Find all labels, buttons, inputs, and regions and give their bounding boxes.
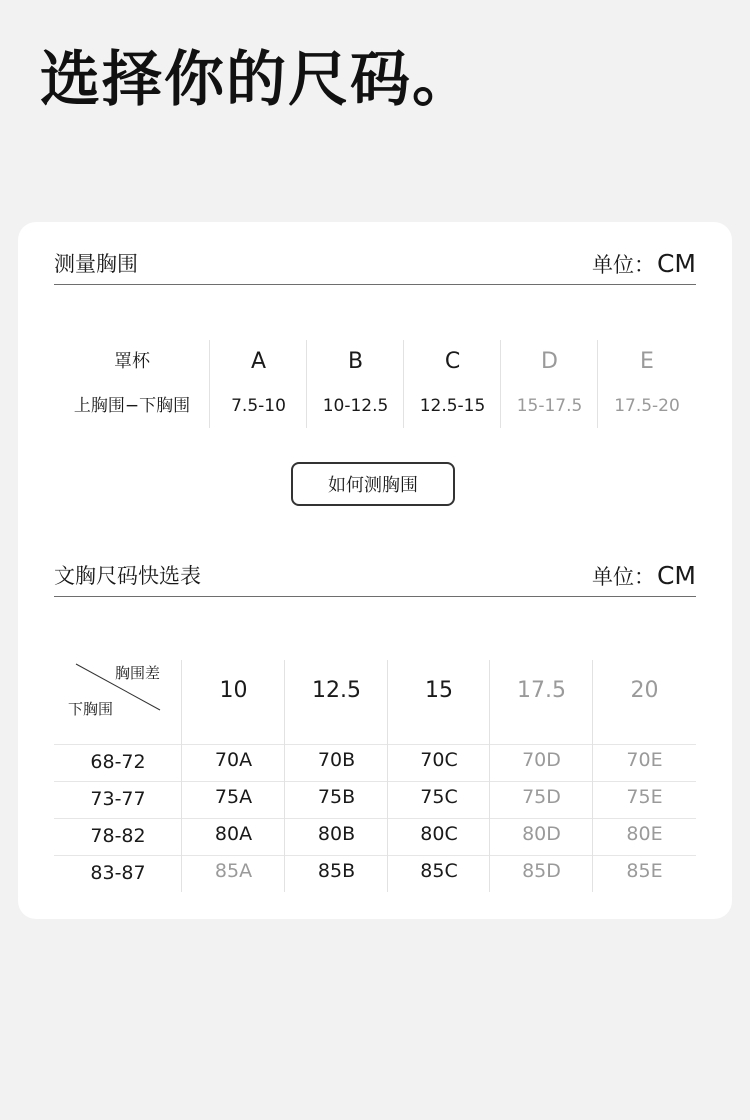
size-cell: 80A <box>214 823 253 845</box>
column-header: 12.5 <box>312 678 361 703</box>
divider <box>209 340 210 428</box>
how-to-measure-button[interactable]: 如何测胸围 <box>291 462 455 506</box>
size-cell: 80B <box>317 823 356 845</box>
divider <box>500 340 501 428</box>
column-header: 20 <box>630 678 659 703</box>
range-row <box>54 384 696 428</box>
size-card <box>18 222 732 919</box>
column-divider <box>592 660 593 892</box>
size-cell: 80D <box>522 823 561 845</box>
size-cell: 70A <box>214 749 253 771</box>
size-cell: 85E <box>626 860 663 882</box>
column-divider <box>284 660 285 892</box>
size-unit-label: 单位： <box>591 565 655 589</box>
size-cell: 70B <box>317 749 356 771</box>
range-d: 15-17.5 <box>516 396 583 416</box>
size-unit <box>592 556 696 597</box>
column-header: 17.5 <box>517 678 566 703</box>
range-a: 7.5-10 <box>231 396 286 416</box>
range-c: 12.5-15 <box>419 396 486 416</box>
size-cell: 70C <box>420 749 458 771</box>
size-section-header <box>54 556 696 597</box>
cup-a: A <box>250 349 267 374</box>
measure-section-title: 测量胸围 <box>54 252 138 276</box>
underbust-cell: 73-77 <box>90 788 146 810</box>
measure-section-header <box>54 244 696 285</box>
size-unit-value: CM <box>656 561 696 590</box>
range-b: 10-12.5 <box>322 396 389 416</box>
cup-row-label: 罩杯 <box>114 351 150 372</box>
cup-table <box>54 340 696 428</box>
range-row-label: 上胸围−下胸围 <box>73 396 191 416</box>
underbust-cell: 83-87 <box>90 862 146 884</box>
measure-unit-label: 单位： <box>591 253 655 277</box>
size-cell: 75C <box>420 786 458 808</box>
column-divider <box>489 660 490 892</box>
column-divider <box>387 660 388 892</box>
cup-d: D <box>541 349 558 374</box>
size-cell: 80C <box>420 823 458 845</box>
underbust-cell: 78-82 <box>90 825 146 847</box>
cup-b: B <box>347 349 364 374</box>
size-cell: 80E <box>626 823 663 845</box>
divider <box>306 340 307 428</box>
page-title: 选择你的尺码。 <box>40 45 474 115</box>
size-cell: 75D <box>522 786 561 808</box>
corner-bottom-label: 下胸围 <box>68 700 114 718</box>
underbust-cell: 68-72 <box>90 751 146 773</box>
size-cell: 85D <box>522 860 561 882</box>
size-grid <box>54 660 696 892</box>
measure-unit-value: CM <box>656 249 696 278</box>
size-cell: 85C <box>420 860 458 882</box>
size-section-title: 文胸尺码快选表 <box>54 564 201 588</box>
corner-header <box>54 660 182 744</box>
corner-top-label: 胸围差 <box>114 664 160 682</box>
cup-row <box>54 340 696 384</box>
column-divider <box>181 660 182 892</box>
column-header: 10 <box>219 678 248 703</box>
column-header: 15 <box>425 678 453 703</box>
size-cell: 70D <box>522 749 561 771</box>
size-cell: 85A <box>214 860 253 882</box>
size-cell: 75A <box>214 786 253 808</box>
range-e: 17.5-20 <box>614 396 680 416</box>
cup-e: E <box>640 349 654 374</box>
divider <box>597 340 598 428</box>
size-cell: 70E <box>626 749 663 771</box>
cup-c: C <box>444 349 461 374</box>
measure-unit <box>592 244 696 285</box>
divider <box>403 340 404 428</box>
size-cell: 85B <box>317 860 356 882</box>
size-cell: 75E <box>626 786 663 808</box>
size-cell: 75B <box>317 786 356 808</box>
